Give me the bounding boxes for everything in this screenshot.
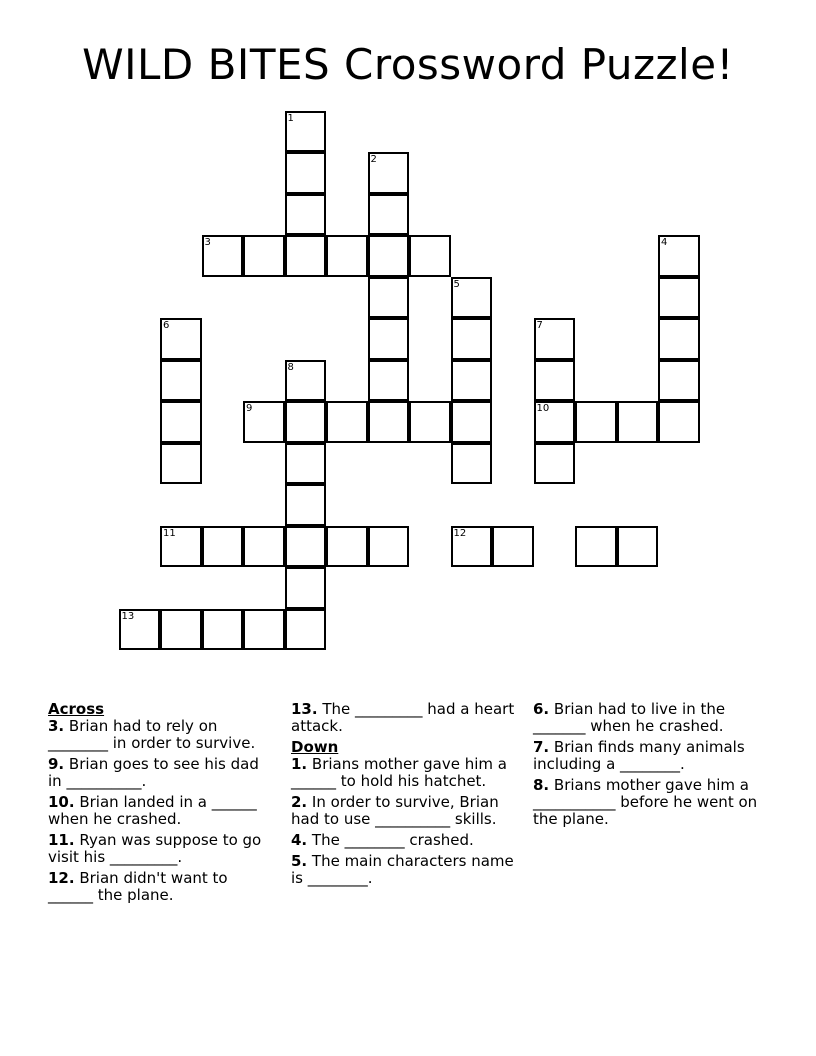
grid-cell[interactable] xyxy=(285,401,327,443)
grid-cell[interactable] xyxy=(658,318,700,360)
grid-cell[interactable] xyxy=(658,360,700,402)
clues-column-2 xyxy=(291,701,519,891)
clue-down-1 xyxy=(291,756,519,790)
clue-number: 12. xyxy=(48,869,75,887)
cell-number: 3 xyxy=(204,237,211,248)
cell-number: 4 xyxy=(661,237,668,248)
clue-across-3 xyxy=(48,718,276,752)
grid-cell[interactable] xyxy=(368,235,410,277)
cell-number: 5 xyxy=(453,278,460,290)
clues-column-1 xyxy=(48,701,276,908)
grid-cell[interactable] xyxy=(368,152,410,194)
grid-cell[interactable] xyxy=(285,443,327,485)
grid-cell[interactable] xyxy=(160,401,202,443)
grid-cell[interactable] xyxy=(534,401,576,443)
clue-number: 6. xyxy=(533,700,550,718)
grid-cell[interactable] xyxy=(534,360,576,402)
clue-down-8 xyxy=(533,777,769,828)
grid-cell[interactable] xyxy=(326,401,368,443)
clue-down-5 xyxy=(291,853,519,887)
grid-cell[interactable] xyxy=(285,609,327,651)
clue-text: Brian had to rely on ________ in order to survive. xyxy=(48,717,256,752)
grid-cell[interactable] xyxy=(243,235,285,277)
grid-cell[interactable] xyxy=(368,194,410,236)
grid-cell[interactable] xyxy=(368,360,410,402)
clue-across-13 xyxy=(291,701,519,735)
grid-cell[interactable] xyxy=(285,152,327,194)
cell-number: 10 xyxy=(536,403,550,414)
grid-cell[interactable] xyxy=(160,526,202,568)
cell-number: 2 xyxy=(370,154,377,165)
clue-number: 8. xyxy=(533,776,550,794)
cell-number: 1 xyxy=(287,112,294,124)
grid-cell[interactable] xyxy=(658,277,700,319)
grid-cell[interactable] xyxy=(368,277,410,319)
puzzle-title: WILD BITES Crossword Puzzle! xyxy=(82,40,734,89)
clue-number: 9. xyxy=(48,755,65,773)
clue-text: Ryan was suppose to go visit his _________. xyxy=(48,831,262,866)
clue-number: 4. xyxy=(291,831,308,849)
clue-text: In order to survive, Brian had to use __________ skills. xyxy=(291,793,499,828)
grid-cell[interactable] xyxy=(451,526,493,568)
grid-cell[interactable] xyxy=(285,194,327,236)
clue-across-12 xyxy=(48,870,276,904)
clue-text: Brian finds many animals including a ________. xyxy=(533,738,745,773)
clues-column-3 xyxy=(533,701,769,832)
grid-cell[interactable] xyxy=(575,526,617,568)
grid-cell[interactable] xyxy=(658,235,700,277)
cell-number: 13 xyxy=(121,610,135,622)
grid-cell[interactable] xyxy=(451,443,493,485)
cell-number: 6 xyxy=(163,320,170,331)
grid-cell[interactable] xyxy=(409,235,451,277)
clue-text: The ________ crashed. xyxy=(307,831,474,849)
cell-number: 9 xyxy=(246,403,253,414)
grid-cell[interactable] xyxy=(451,277,493,319)
grid-cell[interactable] xyxy=(368,526,410,568)
clue-number: 10. xyxy=(48,793,75,811)
grid-cell[interactable] xyxy=(451,318,493,360)
clue-across-9 xyxy=(48,756,276,790)
grid-cell[interactable] xyxy=(243,526,285,568)
clue-across-10 xyxy=(48,794,276,828)
clue-down-6 xyxy=(533,701,769,735)
grid-cell[interactable] xyxy=(451,360,493,402)
clue-text: Brian had to live in the _______ when he crashed. xyxy=(533,700,726,735)
grid-cell[interactable] xyxy=(285,235,327,277)
clue-text: Brian goes to see his dad in __________. xyxy=(48,755,259,790)
grid-cell[interactable] xyxy=(368,318,410,360)
clue-number: 13. xyxy=(291,700,318,718)
grid-cell[interactable] xyxy=(160,360,202,402)
grid-cell[interactable] xyxy=(160,318,202,360)
grid-cell[interactable] xyxy=(243,609,285,651)
cell-number: 12 xyxy=(453,527,467,539)
grid-cell[interactable] xyxy=(285,567,327,609)
grid-cell[interactable] xyxy=(575,401,617,443)
grid-cell[interactable] xyxy=(160,443,202,485)
clue-number: 3. xyxy=(48,717,65,735)
grid-cell[interactable] xyxy=(658,401,700,443)
clue-number: 1. xyxy=(291,755,308,773)
grid-cell[interactable] xyxy=(492,526,534,568)
grid-cell[interactable] xyxy=(119,609,161,651)
clue-down-4 xyxy=(291,832,519,849)
grid-cell[interactable] xyxy=(285,360,327,402)
grid-cell[interactable] xyxy=(534,318,576,360)
grid-cell[interactable] xyxy=(202,609,244,651)
cell-number: 7 xyxy=(536,320,543,331)
grid-cell[interactable] xyxy=(534,443,576,485)
clue-across-11 xyxy=(48,832,276,866)
grid-cell[interactable] xyxy=(617,401,659,443)
grid-cell[interactable] xyxy=(326,526,368,568)
grid-cell[interactable] xyxy=(160,609,202,651)
grid-cell[interactable] xyxy=(202,526,244,568)
down-heading: Down xyxy=(291,738,339,756)
grid-cell[interactable] xyxy=(326,235,368,277)
grid-cell[interactable] xyxy=(617,526,659,568)
clue-text: Brian didn't want to ______ the plane. xyxy=(48,869,228,904)
clue-number: 5. xyxy=(291,852,308,870)
grid-cell[interactable] xyxy=(243,401,285,443)
grid-cell[interactable] xyxy=(285,526,327,568)
grid-cell[interactable] xyxy=(368,401,410,443)
grid-cell[interactable] xyxy=(285,111,327,153)
grid-cell[interactable] xyxy=(285,484,327,526)
cell-number: 8 xyxy=(287,361,294,373)
clue-number: 11. xyxy=(48,831,75,849)
grid-cell[interactable] xyxy=(409,401,451,443)
clue-down-2 xyxy=(291,794,519,828)
clue-number: 2. xyxy=(291,793,308,811)
clue-text: Brians mother gave him a ______ to hold his hatchet. xyxy=(291,755,507,790)
clue-text: Brian landed in a ______ when he crashed. xyxy=(48,793,257,828)
grid-cell[interactable] xyxy=(451,401,493,443)
clue-text: The main characters name is ________. xyxy=(291,852,514,887)
across-heading: Across xyxy=(48,700,105,718)
clue-number: 7. xyxy=(533,738,550,756)
clue-down-7 xyxy=(533,739,769,773)
cell-number: 11 xyxy=(163,527,176,539)
clue-text: Brians mother gave him a ___________ before he went on the plane. xyxy=(533,776,758,828)
clue-text: The _________ had a heart attack. xyxy=(291,700,515,735)
grid-cell[interactable] xyxy=(202,235,244,277)
